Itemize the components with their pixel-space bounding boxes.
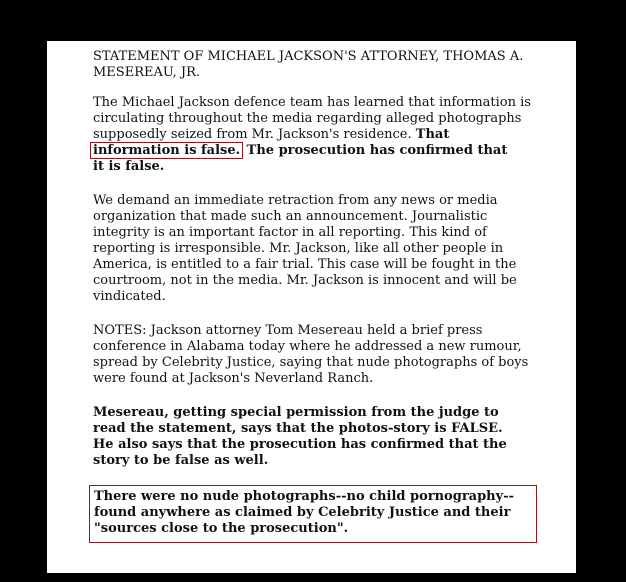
text-line: The Michael Jackson defence team has learned that information is	[93, 95, 531, 110]
text-segment: supposedly seized from Mr. Jackson's residence.	[93, 127, 416, 142]
text-line: found anywhere as claimed by Celebrity Justice and their	[94, 505, 511, 520]
statement-document	[47, 41, 576, 573]
text-line: We demand an immediate retraction from any news or media	[93, 193, 498, 208]
bold-text: That	[415, 127, 450, 142]
text-line: organization that made such an announcement. Journalistic	[93, 209, 488, 224]
text-line: NOTES: Jackson attorney Tom Mesereau held a brief press	[93, 323, 483, 338]
text-line: There were no nude photographs--no child pornography--	[94, 489, 514, 504]
text-line: it is false.	[93, 159, 165, 174]
text-line: reporting is irresponsible. Mr. Jackson, like all other people in	[93, 241, 504, 256]
text-line: Mesereau, getting special permission from the judge to	[93, 405, 499, 420]
text-line	[93, 143, 529, 159]
text-line	[93, 127, 529, 143]
paragraph-notes	[93, 323, 529, 387]
text-line: integrity is an important factor in all reporting. This kind of	[93, 225, 487, 240]
text-line: America, is entitled to a fair trial. This case will be fought in the	[93, 257, 517, 272]
text-line: conference in Alabama today where he addressed a new rumour,	[93, 339, 522, 354]
paragraph-demand	[93, 193, 529, 305]
highlighted-false-statement: information is false.	[93, 143, 241, 158]
text-line: vindicated.	[93, 289, 166, 304]
highlighted-conclusion-box	[89, 485, 537, 543]
document-title	[93, 49, 543, 81]
bold-text: The prosecution has confirmed that	[242, 143, 508, 158]
title-line: STATEMENT OF MICHAEL JACKSON'S ATTORNEY, THOMAS A.	[93, 49, 524, 64]
text-line: read the statement, says that the photos-story is FALSE.	[93, 421, 503, 436]
title-line: MESEREAU, JR.	[93, 65, 201, 80]
text-line: "sources close to the prosecution".	[94, 521, 349, 536]
text-line: courtroom, not in the media. Mr. Jackson is innocent and will be	[93, 273, 517, 288]
paragraph-claim	[93, 95, 529, 175]
text-line: were found at Jackson's Neverland Ranch.	[93, 371, 374, 386]
text-line: circulating throughout the media regarding alleged photographs	[93, 111, 522, 126]
paragraph-mesereau	[93, 405, 529, 469]
text-line: spread by Celebrity Justice, saying that nude photographs of boys	[93, 355, 529, 370]
text-line: He also says that the prosecution has confirmed that the	[93, 437, 507, 452]
text-line: story to be false as well.	[93, 453, 269, 468]
